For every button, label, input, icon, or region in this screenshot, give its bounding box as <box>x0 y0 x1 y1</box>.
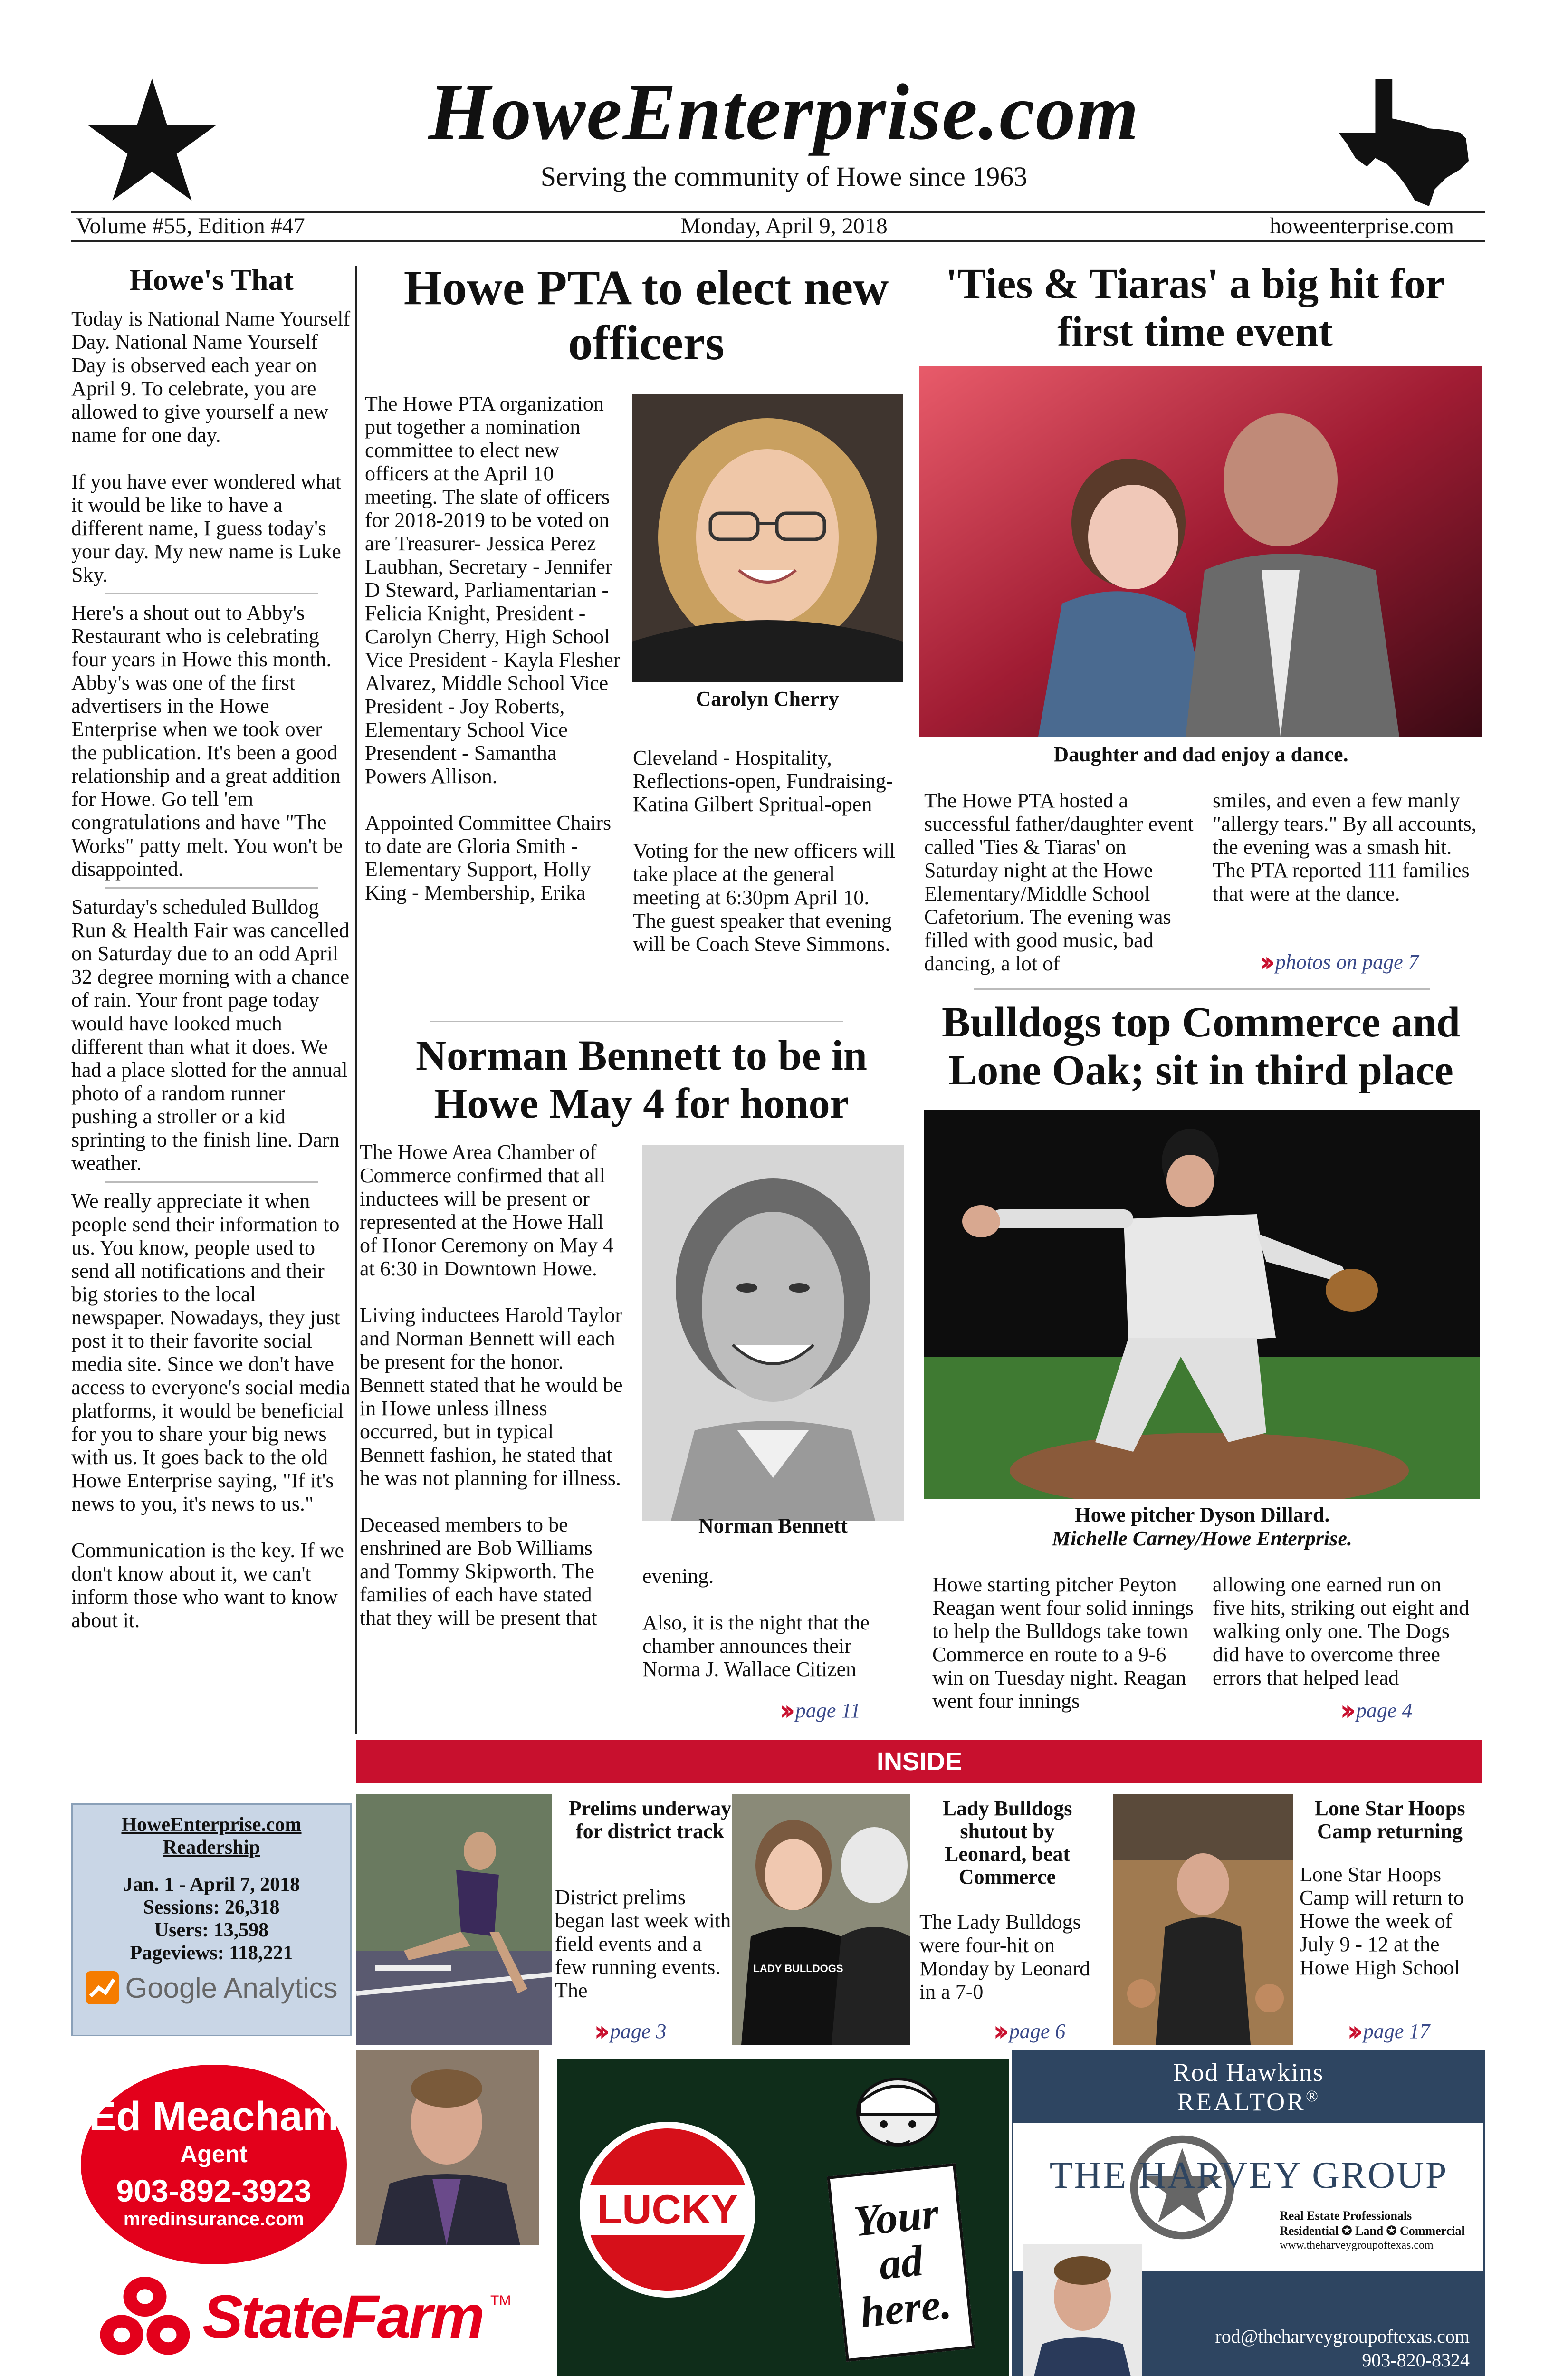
portrait-illustration <box>642 1145 904 1521</box>
readership-range: Jan. 1 - April 7, 2018 <box>123 1874 300 1896</box>
readership-pageviews: Pageviews: 118,221 <box>130 1942 293 1964</box>
readership-subtitle: Readership <box>163 1837 260 1859</box>
star-icon <box>88 78 216 202</box>
bulldogs-continued-label: page 4 <box>1356 1698 1413 1722</box>
photo-realtor <box>1023 2244 1142 2376</box>
pta-paragraph: Voting for the new officers will take place at the general meeting at 6:30pm April 10. The guest speaker that evening will be Coach Steve Simmons. <box>633 839 895 956</box>
inside-label: INSIDE <box>876 1747 963 1776</box>
agent-badge <box>81 2065 347 2264</box>
inside-continued-label-1: page 3 <box>610 2019 667 2043</box>
double-chevron-icon: ›› <box>1347 2015 1357 2047</box>
photo-credit: Michelle Carney/Howe Enterprise. <box>1052 1527 1352 1550</box>
bennett-paragraph: Also, it is the night that the chamber announces their Norma J. Wallace Citizen <box>642 1611 870 1681</box>
harvey-website: www.theharveygroupoftexas.com <box>1280 2239 1434 2251</box>
ties-column-1: The Howe PTA hosted a successful father/daughter event called 'Ties & Tiaras' on Saturday night at the Howe Elementary/Middle School Cafetorium. The evening was filled with good music, bad dancing, a lot of <box>924 789 1194 975</box>
issue-date: Monday, April 9, 2018 <box>680 213 888 239</box>
google-analytics-label: Google Analytics <box>125 1972 338 2004</box>
google-analytics-logo <box>73 1971 350 2004</box>
harvey-group-ad[interactable] <box>1012 2050 1485 2376</box>
harvey-brand: THE HARVEY GROUP <box>1049 2155 1448 2196</box>
ties-continued-label: photos on page 7 <box>1275 950 1419 974</box>
pta-column-2 <box>633 746 906 979</box>
shirt-text: LADY BULLDOGS <box>753 1963 843 1974</box>
harvey-header <box>1013 2052 1483 2123</box>
double-chevron-icon: ›› <box>1340 1694 1349 1726</box>
inside-text-2: The Lady Bulldogs were four-hit on Monday by Leonard in a 7-0 <box>919 1910 1090 2003</box>
sidebar-right-rule <box>355 266 357 1734</box>
sidebar-paragraph: Here's a shout out to Abby's Restaurant who is celebrating four years in Howe this month. Abby's was one of the first advertisers in the Howe Enterprise when we took over the publication. It's been a good relationship and a great addition for Howe. Go tell 'em congratulations and have "The Works" patty melt. You won't be disappointed. <box>71 601 343 881</box>
ties-column-2: smiles, and even a few manly "allergy tears." By all accounts, the evening was a smash hit. The PTA reported 111 families that were at the dance. <box>1213 789 1477 905</box>
agent-phone: 903-892-3923 <box>116 2173 312 2208</box>
volume-edition: Volume #55, Edition #47 <box>76 213 305 239</box>
divider <box>430 1021 843 1022</box>
sidebar-title: Howe's That <box>129 263 294 297</box>
pta-paragraph: The Howe PTA organization put together a nomination committee to elect new officers at the April 10 meeting. The slate of officers for 2018-2019 to be voted on are Treasurer- Jessica Perez Laubhan, Secretary - Jennifer D Steward, Parliamentarian - Felicia Knight, President - Carolyn Cherry, High School Vice President - Kayla Flesher Alvarez, Middle School Vice President - Joy Roberts, Elementary School Vice Presendent - Samantha Powers Allison. <box>365 392 621 788</box>
ties-continued-link[interactable] <box>1259 946 1419 978</box>
sidebar-paragraph: Saturday's scheduled Bulldog Run & Health Fair was cancelled on Saturday due to an odd April 32 degree morning with a chance of rain. Your front page today would have looked much different than what it does. We had a place slotted for the annual photo of a random runner pushing a stroller or a kid sprinting to the finish line. Darn weather. <box>71 895 350 1175</box>
photo-hoops-camp <box>1113 1794 1293 2045</box>
caption-carolyn-cherry: Carolyn Cherry <box>696 687 839 710</box>
sidebar-paragraph: Communication is the key. If we don't know about it, we can't inform those who want to know about it. <box>71 1539 344 1632</box>
caption-dance: Daughter and dad enjoy a dance. <box>1053 743 1348 766</box>
bulldogs-column-1: Howe starting pitcher Peyton Reagan went four solid innings to help the Bulldogs take town Commerce en route to a 9-6 win on Tuesday night. Reagan went four innings <box>932 1573 1194 1713</box>
inside-continued-label-3: page 17 <box>1363 2019 1430 2043</box>
double-chevron-icon: ›› <box>779 1694 789 1726</box>
bennett-paragraph: evening. <box>642 1564 714 1588</box>
bennett-headline[interactable]: Norman Bennett to be in Howe May 4 for honor <box>416 1032 867 1127</box>
inside-text-3: Lone Star Hoops Camp will return to Howe the week of July 9 - 12 at the Howe High School <box>1300 1863 1464 1979</box>
divider <box>105 1181 318 1183</box>
site-url[interactable]: howeenterprise.com <box>1270 213 1454 239</box>
double-chevron-icon: ›› <box>594 2015 603 2047</box>
caption-norman-bennett: Norman Bennett <box>698 1514 848 1537</box>
masthead-tagline: Serving the community of Howe since 1963 <box>540 161 1028 192</box>
lucky-logo-circle <box>580 2122 755 2298</box>
double-chevron-icon: ›› <box>1259 946 1269 978</box>
readership-title: HoweEnterprise.com <box>121 1814 302 1836</box>
inside-text-1: District prelims began last week with field events and a few running events. The <box>555 1886 731 2002</box>
masthead-title: HoweEnterprise.com <box>428 68 1140 156</box>
sidebar-paragraph: We really appreciate it when people send their information to us. You know, people used to send all notifications and their big stories to the local newspaper. Nowadays, they just post it to their favorite social media site. Since we don't have access to everyone's social media platforms, it would be beneficial for you to share your big news with us. It goes back to the old Howe Enterprise saying, "If it's news to you, it's news to us." <box>71 1189 351 1515</box>
pta-column-1 <box>365 392 621 928</box>
realtor-phone: 903-820-8324 <box>1362 2349 1470 2371</box>
readership-sessions: Sessions: 26,318 <box>143 1897 280 1918</box>
track-photo-illustration <box>356 1794 552 2045</box>
bennett-column-2 <box>642 1564 908 1704</box>
bulldogs-headline[interactable]: Bulldogs top Commerce and Lone Oak; sit in third place <box>942 999 1460 1094</box>
registered-mark: ® <box>1306 2088 1320 2105</box>
bulldogs-column-2: allowing one earned run on five hits, striking out eight and walking only one. The Dogs did have to overcome three errors that helped lead <box>1213 1573 1470 1689</box>
bennett-paragraph: Deceased members to be enshrined are Bob Williams and Tommy Skipworth. The families of each have stated that they will be present that <box>360 1513 597 1629</box>
agent-role: Agent <box>180 2141 248 2167</box>
photo-softball-players <box>732 1794 910 2045</box>
statefarm-logo <box>95 2274 511 2359</box>
statefarm-ovals-icon <box>95 2274 195 2359</box>
sidebar-text <box>71 307 352 1632</box>
inside-title-3[interactable]: Lone Star Hoops Camp returning <box>1314 1797 1465 1843</box>
sidebar-paragraph: If you have ever wondered what it would be like to have a different name, I guess today's your day. My new name is Luke Sky. <box>71 470 342 586</box>
divider <box>105 887 318 889</box>
harvey-line-1: Real Estate Professionals <box>1280 2209 1412 2223</box>
agent-name: Ed Meacham <box>89 2094 339 2139</box>
inside-title-2[interactable]: Lady Bulldogs shutout by Leonard, beat Commerce <box>942 1797 1072 1888</box>
inside-continued-link-1[interactable] <box>594 2015 666 2047</box>
readership-users: Users: 13,598 <box>154 1919 269 1941</box>
statefarm-ad[interactable] <box>71 2050 542 2376</box>
photo-pitcher <box>924 1110 1480 1499</box>
pta-paragraph: Appointed Committee Chairs to date are Gloria Smith - Elementary Support, Holly King - Membership, Erika <box>365 811 612 904</box>
photo-track-hurdler <box>356 1794 552 2045</box>
divider <box>105 593 318 594</box>
photo-norman-bennett <box>642 1145 904 1521</box>
realtor-email[interactable]: rod@theharveygroupoftexas.com <box>1215 2326 1470 2347</box>
pta-headline[interactable]: Howe PTA to elect new officers <box>403 260 889 371</box>
inside-continued-label-2: page 6 <box>1009 2019 1066 2043</box>
ad-sign-text: Your ad here. <box>851 2188 954 2337</box>
readership-box <box>71 1803 352 2036</box>
photo-agent <box>356 2050 539 2245</box>
sidebar-paragraph: Today is National Name Yourself Day. National Name Yourself Day is observed each year on April 9. To celebrate, you are allowed to give yourself a new name for one day. <box>71 307 351 447</box>
ties-headline[interactable]: 'Ties & Tiaras' a big hit for first time event <box>945 260 1445 355</box>
realtor-title-text: REALTOR <box>1177 2088 1306 2116</box>
lucky-ad[interactable] <box>551 2050 1010 2376</box>
statefarm-tm: TM <box>490 2293 511 2309</box>
bennett-paragraph: Living inductees Harold Taylor and Norman Bennett will each be present for the honor. Bennett stated that he would be in Howe unless illness occurred, but in typical Bennett fashion, he stated that he was not planning for illness. <box>360 1303 623 1490</box>
realtor-photo-illustration <box>1023 2244 1142 2376</box>
analytics-chart-icon <box>86 1971 119 2004</box>
texas-map-icon <box>1335 76 1478 209</box>
realtor-name: Rod Hawkins <box>1173 2058 1324 2087</box>
statefarm-wordmark: StateFarm <box>202 2282 483 2351</box>
masthead-bottom-rule <box>71 240 1485 242</box>
realtor-title <box>1013 2087 1483 2117</box>
agent-website: mredinsurance.com <box>123 2209 305 2230</box>
bennett-continued-link[interactable] <box>779 1694 860 1726</box>
inside-bar <box>356 1740 1482 1783</box>
photo-father-daughter-dance <box>919 366 1482 737</box>
caption-pitcher: Howe pitcher Dyson Dillard. <box>1074 1503 1330 1526</box>
photo-carolyn-cherry <box>632 394 903 682</box>
inside-continued-link-3[interactable] <box>1347 2015 1430 2047</box>
dance-photo-illustration <box>919 366 1482 737</box>
harvey-line-2: Residential ✪ Land ✪ Commercial <box>1280 2224 1465 2238</box>
bennett-paragraph: The Howe Area Chamber of Commerce confirmed that all inductees will be present or represented at the Howe Hall of Honor Ceremony on May 4 at 6:30 in Downtown Howe. <box>360 1140 614 1280</box>
pta-paragraph: Cleveland - Hospitality, Reflections-open, Fundraising- Katina Gilbert Spritual-open <box>633 746 893 816</box>
pitcher-photo-illustration <box>924 1110 1480 1499</box>
bennett-continued-label: page 11 <box>795 1698 861 1722</box>
divider <box>974 988 1430 990</box>
lucky-logo-text: LUCKY <box>597 2186 738 2232</box>
hoops-photo-illustration <box>1113 1794 1293 2045</box>
bulldogs-continued-link[interactable] <box>1340 1694 1412 1726</box>
ad-sign <box>827 2163 975 2362</box>
bennett-column-1 <box>360 1140 623 1653</box>
inside-title-1[interactable]: Prelims underway for district track <box>568 1797 732 1843</box>
sidebar-column <box>71 257 352 1655</box>
masthead <box>0 0 1568 247</box>
portrait-illustration <box>632 394 903 682</box>
softball-photo-illustration <box>732 1794 910 2045</box>
double-chevron-icon: ›› <box>993 2015 1003 2047</box>
agent-photo-illustration <box>356 2050 539 2245</box>
inside-continued-link-2[interactable] <box>993 2015 1065 2047</box>
